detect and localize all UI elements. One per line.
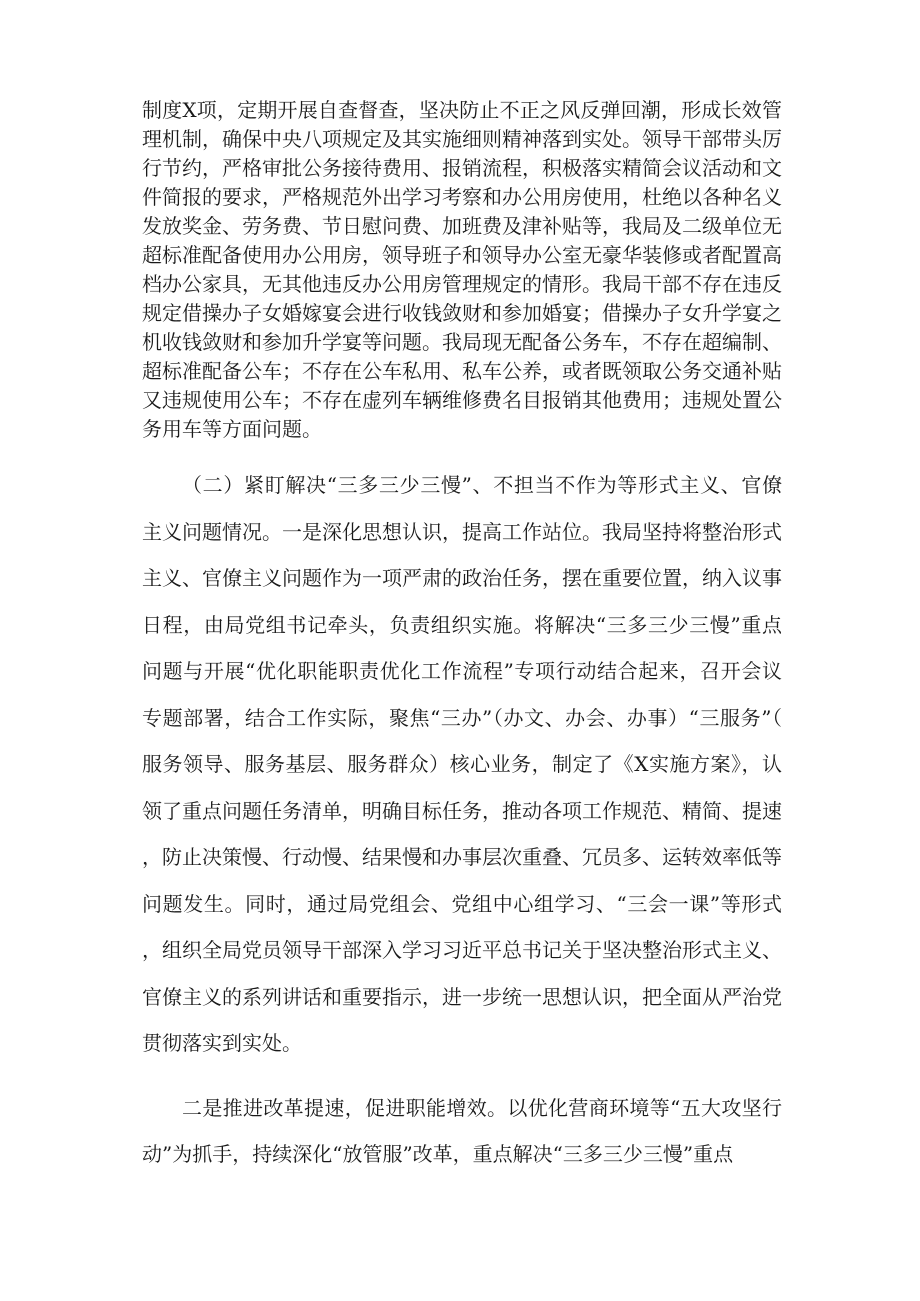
paragraph-formalism-and-bureaucratism: （二）紧盯解决“三多三少三慢”、不担当不作为等形式主义、官僚主义问题情况。一是深化思想认识，提高工作站位。我局坚持将整治形式主义、官僚主义问题作为一项严肃的政治任务，摆在重要位置，纳入议事日程，由局党组书记牵头，负责组织实施。将解决“三多三少三慢”重点问题与开展“优化职能职责优化工作流程”专项行动结合起来，召开会议专题部署，结合工作实际，聚焦“三办”（办文、办会、办事）“三服务”（服务领导、服务基层、服务群众）核心业务，制定了《X实施方案》，认领了重点问题任务清单，明确目标任务，推动各项工作规范、精简、提速，防止决策慢、行动慢、结果慢和办事层次重叠、冗员多、运转效率低等问题发生。同时，通过局党组会、党组中心组学习、“三会一课”等形式，组织全局党员领导干部深入学习习近平总书记关于坚决整治形式主义、官僚主义的系列讲话和重要指示，进一步统一思想认识，把全面从严治党贯彻落实到实处。 bbox=[142, 473, 782, 1055]
paragraph-official-reception-and-vehicles: 制度X项，定期开展自查督查，坚决防止不正之风反弹回潮，形成长效管理机制，确保中央八项规定及其实施细则精神落到实处。领导干部带头厉行节约，严格审批公务接待费用、报销流程，积极落实精简会议活动和文件简报的要求，严格规范外出学习考察和办公用房使用，杜绝以各种名义发放奖金、劳务费、节日慰问费、加班费及津补贴等，我局及二级单位无超标准配备使用办公用房，领导班子和领导办公室无豪华装修或者配置高档办公家具，无其他违反办公用房管理规定的情形。我局干部不存在违反规定借操办子女婚嫁宴会进行收钱敛财和参加婚宴；借操办子女升学宴之机收钱敛财和参加升学宴等问题。我局现无配备公务车，不存在超编制、超标准配备公车；不存在公车私用、私车公养，或者既领取公务交通补贴又违规使用公车；不存在虚列车辆维修费名目报销其他费用；违规处置公务用车等方面问题。 bbox=[142, 98, 782, 441]
paragraph-reform-acceleration: 二是推进改革提速，促进职能增效。以优化营商环境等“五大攻坚行动”为抓手，持续深化“放管服”改革，重点解决“三多三少三慢”重点 bbox=[142, 1095, 782, 1166]
